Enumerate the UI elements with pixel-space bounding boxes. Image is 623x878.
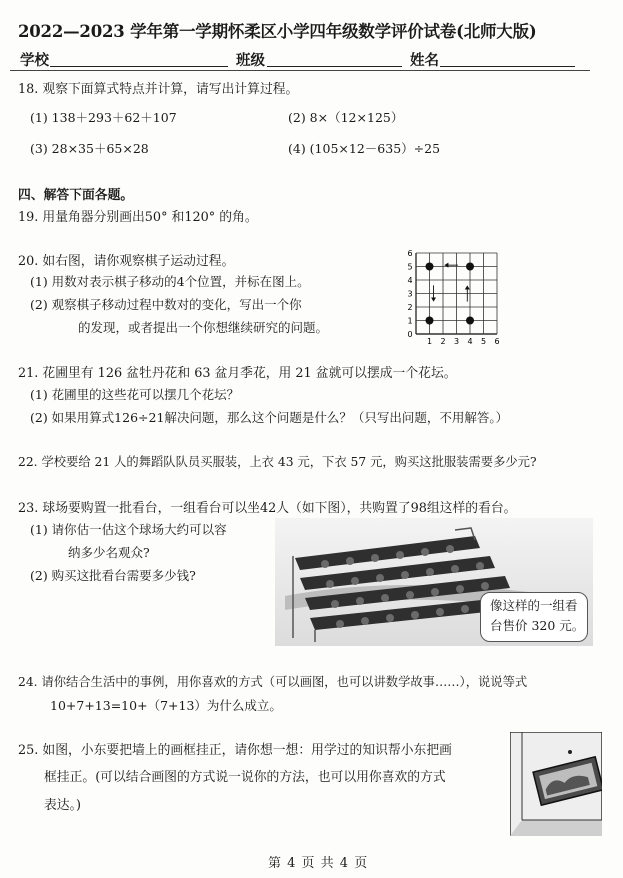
name-label: 姓名 (410, 52, 439, 69)
grid-x-tick: 4 (467, 337, 473, 346)
q23-sub1-line1: (1) 请你估一估这个球场大约可以容 (30, 522, 227, 537)
grid-y-tick: 1 (407, 316, 413, 326)
school-label: 学校 (20, 52, 49, 69)
chess-piece (466, 317, 474, 325)
school-blank[interactable] (50, 66, 228, 67)
name-blank[interactable] (440, 66, 575, 67)
q21-sub2: (2) 如果用算式126÷21解决问题，那么这个问题是什么？（只写出问题，不用解答。） (30, 410, 509, 425)
chess-grid (402, 250, 500, 346)
class-blank[interactable] (267, 66, 402, 67)
q25-line1: 25. 如图，小东要把墙上的画框挂正，请你想一想：用学过的知识帮小东把画 (18, 743, 452, 758)
grid-y-tick: 0 (407, 330, 413, 339)
q19-text: 19. 用量角器分别画出50° 和120° 的角。 (18, 210, 258, 225)
chess-piece (426, 263, 434, 271)
grid-x-tick: 1 (426, 337, 433, 346)
exam-title: 2022—2023 学年第一学期怀柔区小学四年级数学评价试卷(北师大版) (18, 22, 537, 41)
q24-line1: 24. 请你结合生活中的事例，用你喜欢的方式（可以画图，也可以讲数学故事……），说说等式 (18, 675, 528, 689)
grid-x-tick: 6 (494, 337, 500, 346)
grid-x-tick: 2 (440, 337, 446, 346)
q20-prompt: 20. 如右图，请你观察棋子运动过程。 (18, 254, 235, 269)
q23-sub2: (2) 购买这批看台需要多少钱? (30, 568, 196, 583)
price-bubble-line2: 台售价 320 元。 (490, 618, 585, 633)
q21-sub1: (1) 花圃里的这些花可以摆几个花坛？ (30, 387, 240, 402)
grid-y-tick: 6 (407, 250, 413, 258)
page-footer: 第 4 页 共 4 页 (268, 856, 369, 871)
chess-piece (466, 263, 474, 271)
q20-sub2-line2: 的发现，或者提出一个你想继续研究的问题。 (78, 320, 329, 335)
arrow-down-head (431, 298, 436, 302)
q21-prompt: 21. 花圃里有 126 盆牡丹花和 63 盆月季花，用 21 盆就可以摆成一个花坛。 (18, 366, 457, 381)
chess-grid-figure (402, 250, 500, 346)
header-divider (10, 70, 590, 71)
q20-sub2-line1: (2) 观察棋子移动过程中数对的变化，写出一个你 (30, 297, 302, 312)
q25-line3: 表达。) (44, 798, 81, 813)
arrow-up-head (465, 285, 470, 289)
q18-item-1: (1) 138＋293＋62＋107 (30, 110, 177, 125)
grid-x-tick: 5 (480, 337, 487, 346)
q18-item-4: (4) (105×12－635）÷25 (288, 141, 441, 156)
q22-text: 22. 学校要给 21 人的舞蹈队队员买服装，上衣 43 元，下衣 57 元，购买这批服装需要多少元? (18, 455, 537, 469)
grid-y-tick: 5 (407, 262, 413, 272)
q25-line2: 框挂正。(可以结合画图的方式说一说你的方法，也可以用你喜欢的方式 (44, 770, 446, 785)
q20-sub1: (1) 用数对表示棋子移动的4个位置，并标在图上。 (30, 274, 310, 289)
grid-x-tick: 3 (453, 337, 460, 346)
grid-y-tick: 4 (407, 276, 413, 285)
grid-y-tick: 3 (407, 289, 413, 299)
price-bubble-line1: 像这样的一组看 (490, 598, 578, 613)
q18-prompt: 18. 观察下面算式特点并计算，请写出计算过程。 (18, 82, 299, 97)
q23-prompt: 23. 球场要购置一批看台，一组看台可以坐42人（如下图），共购置了98组这样的看台。 (18, 501, 517, 516)
grid-y-tick: 2 (407, 303, 413, 312)
q24-line2: 10+7+13=10+（7+13）为什么成立。 (50, 698, 282, 713)
section-4-heading: 四、解答下面各题。 (18, 188, 134, 203)
q18-item-3: (3) 28×35＋65×28 (30, 141, 149, 156)
price-bubble (480, 592, 588, 642)
tilted-picture-frame (510, 732, 602, 836)
chess-piece (426, 317, 434, 325)
q23-sub1-line2: 纳多少名观众? (68, 545, 150, 560)
class-label: 班级 (236, 52, 265, 69)
q18-item-2: (2) 8×（12×125） (288, 110, 404, 125)
